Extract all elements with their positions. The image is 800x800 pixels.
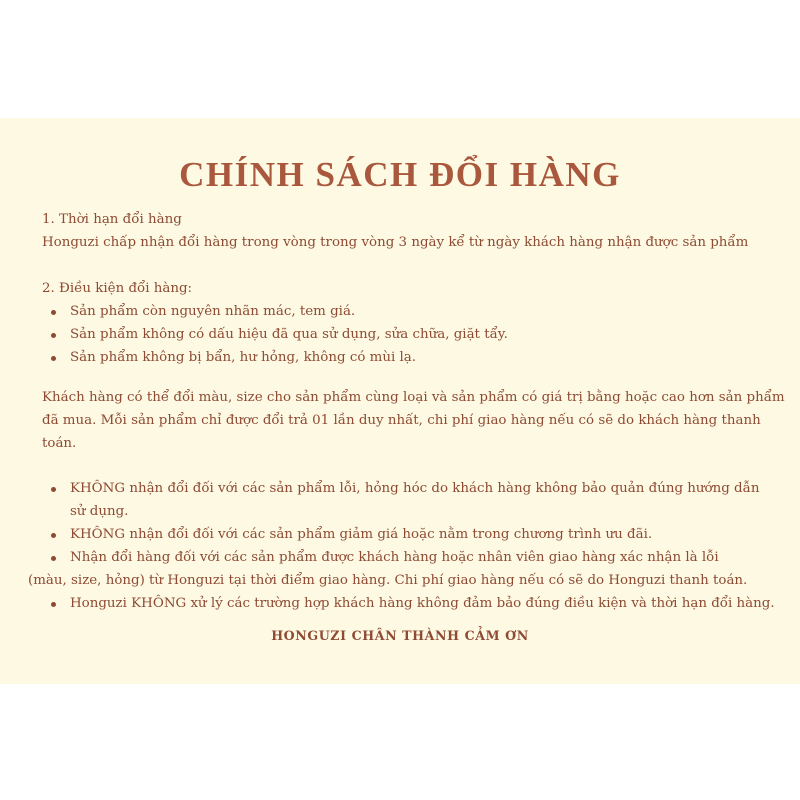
paragraph-line: Khách hàng có thể đổi màu, size cho sản phẩm cùng loại và sản phẩm có giá trị bằng hoặc cao hơn sản phẩm [42, 390, 785, 405]
list-item [42, 477, 782, 523]
exchange-paragraph [42, 386, 785, 455]
notes-section [28, 477, 782, 615]
list-item: KHÔNG nhận đổi đối với các sản phẩm giảm giá hoặc nằm trong chương trình ưu đãi. [42, 523, 782, 546]
thank-you-footer: HONGUZI CHÂN THÀNH CẢM ƠN [271, 628, 529, 643]
page-title: CHÍNH SÁCH ĐỔI HÀNG [179, 155, 621, 194]
paragraph-line: toán. [42, 436, 77, 451]
section-2-heading: 2. Điều kiện đổi hàng: [42, 281, 193, 296]
list-item: Sản phẩm không có dấu hiệu đã qua sử dụng, sửa chữa, giặt tẩy. [42, 323, 782, 346]
section-return-conditions [42, 277, 782, 369]
section-return-period [42, 208, 782, 254]
note-line: KHÔNG nhận đổi đối với các sản phẩm lỗi, hỏng hóc do khách hàng không bảo quản đúng hướng dẫn [70, 481, 760, 496]
notes-list-continued [42, 592, 782, 615]
section-1-heading: 1. Thời hạn đổi hàng [42, 212, 182, 227]
policy-card [0, 118, 800, 684]
section-1-text: Honguzi chấp nhận đổi hàng trong vòng trong vòng 3 ngày kể từ ngày khách hàng nhận được sản phẩm [42, 235, 749, 250]
conditions-list [42, 300, 782, 369]
list-item: Nhận đổi hàng đối với các sản phẩm được khách hàng hoặc nhân viên giao hàng xác nhận là lỗi [42, 546, 782, 569]
list-item: Honguzi KHÔNG xử lý các trường hợp khách hàng không đảm bảo đúng điều kiện và thời hạn đổi hàng. [42, 592, 782, 615]
notes-list [42, 477, 782, 569]
note-line: (màu, size, hỏng) từ Honguzi tại thời điểm giao hàng. Chi phí giao hàng nếu có sẽ do Honguzi thanh toán. [28, 573, 748, 588]
paragraph-line: đã mua. Mỗi sản phẩm chỉ được đổi trả 01 lần duy nhất, chi phí giao hàng nếu có sẽ do khách hàng thanh [42, 413, 761, 428]
list-item: Sản phẩm không bị bẩn, hư hỏng, không có mùi lạ. [42, 346, 782, 369]
note-line: sử dụng. [70, 504, 129, 519]
list-item: Sản phẩm còn nguyên nhãn mác, tem giá. [42, 300, 782, 323]
